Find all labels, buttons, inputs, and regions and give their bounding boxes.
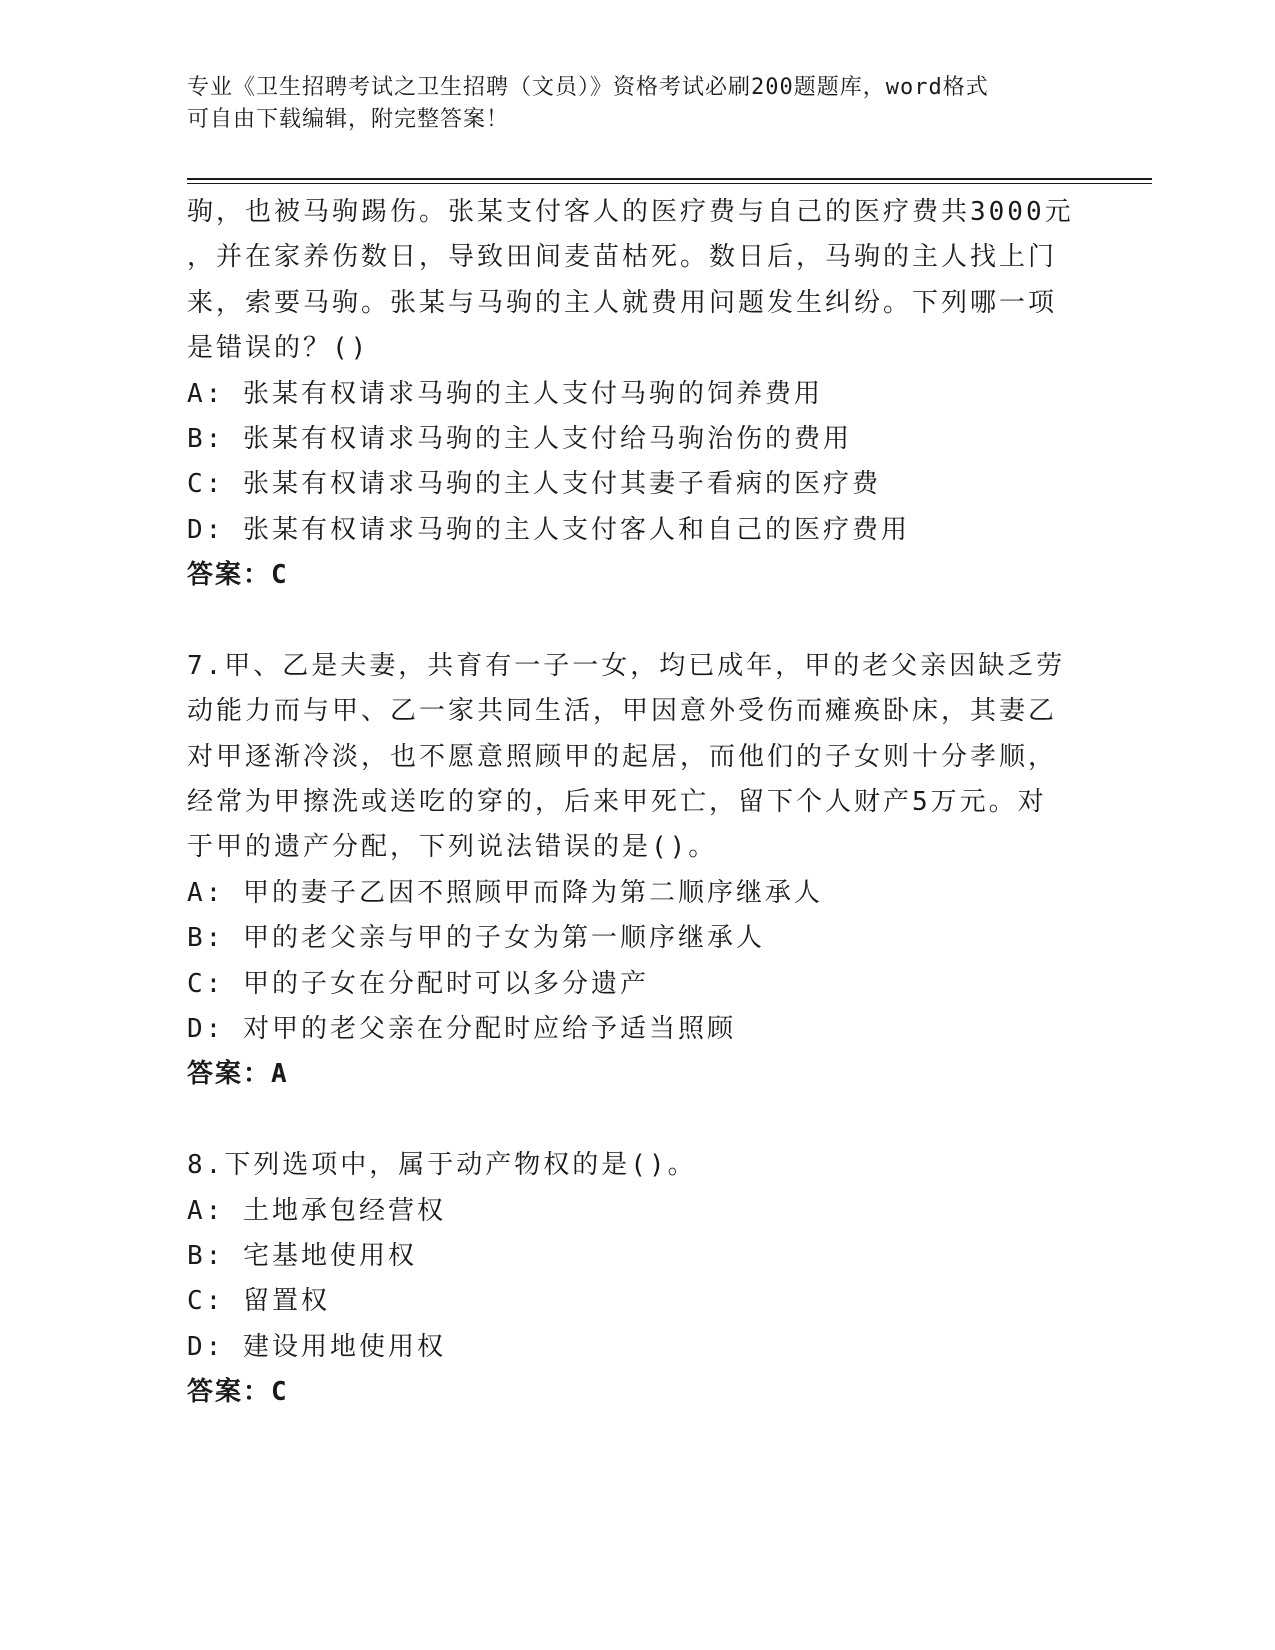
spacer [187, 599, 1087, 644]
question-6-stem-line-1: 驹，也被马驹踢伤。张某支付客人的医疗费与自己的医疗费共3000元 [187, 197, 1074, 227]
question-6-stem-line-3: 来，索要马驹。张某与马驹的主人就费用问题发生纠纷。下列哪一项 [187, 287, 1058, 318]
question-7-option-b: B: 甲的老父亲与甲的子女为第一顺序继承人 [187, 923, 765, 954]
question-7-answer: 答案：A [187, 1059, 289, 1090]
question-8-option-c: C: 留置权 [187, 1286, 330, 1317]
question-7-stem-line-4: 经常为甲擦洗或送吃的穿的，后来甲死亡，留下个人财产5万元。对 [187, 787, 1047, 818]
question-6 [187, 190, 1087, 599]
header-divider-thin [187, 183, 1152, 184]
question-6-option-c: C: 张某有权请求马驹的主人支付其妻子看病的医疗费 [187, 469, 881, 500]
document-body [187, 190, 1087, 1416]
question-6-option-d: D: 张某有权请求马驹的主人支付客人和自己的医疗费用 [187, 514, 910, 545]
header-title-line-1: 专业《卫生招聘考试之卫生招聘（文员）》资格考试必刷200题题库，word格式 [187, 75, 989, 100]
question-8-option-b: B: 宅基地使用权 [187, 1240, 417, 1271]
question-7 [187, 644, 1087, 1098]
question-7-option-d: D: 对甲的老父亲在分配时应给予适当照顾 [187, 1014, 736, 1045]
question-6-option-a: A: 张某有权请求马驹的主人支付马驹的饲养费用 [187, 378, 823, 409]
question-8-option-a: A: 土地承包经营权 [187, 1195, 446, 1226]
header-title-line-2: 可自由下载编辑，附完整答案！ [187, 107, 510, 132]
question-8-option-d: D: 建设用地使用权 [187, 1331, 446, 1362]
question-6-stem-line-4: 是错误的？() [187, 333, 370, 364]
question-8-stem-line-1: 8.下列选项中，属于动产物权的是()。 [187, 1150, 697, 1181]
question-7-option-c: C: 甲的子女在分配时可以多分遗产 [187, 968, 649, 999]
question-8 [187, 1143, 1087, 1415]
question-6-stem-line-2: ，并在家养伤数日，导致田间麦苗枯死。数日后，马驹的主人找上门 [187, 242, 1058, 273]
question-6-answer: 答案：C [187, 560, 289, 591]
page-header [187, 72, 1087, 136]
spacer [187, 1098, 1087, 1143]
question-7-option-a: A: 甲的妻子乙因不照顾甲而降为第二顺序继承人 [187, 877, 823, 908]
header-divider-thick [187, 178, 1152, 180]
question-6-option-b: B: 张某有权请求马驹的主人支付给马驹治伤的费用 [187, 423, 852, 454]
question-8-answer: 答案：C [187, 1377, 289, 1408]
question-7-stem-line-5: 于甲的遗产分配，下列说法错误的是()。 [187, 832, 718, 863]
question-7-stem-line-2: 动能力而与甲、乙一家共同生活，甲因意外受伤而瘫痪卧床，其妻乙 [187, 696, 1058, 727]
question-7-stem-line-3: 对甲逐渐冷淡，也不愿意照顾甲的起居，而他们的子女则十分孝顺， [187, 741, 1058, 772]
question-7-stem-line-1: 7.甲、乙是夫妻，共育有一子一女，均已成年，甲的老父亲因缺乏劳 [187, 650, 1066, 681]
